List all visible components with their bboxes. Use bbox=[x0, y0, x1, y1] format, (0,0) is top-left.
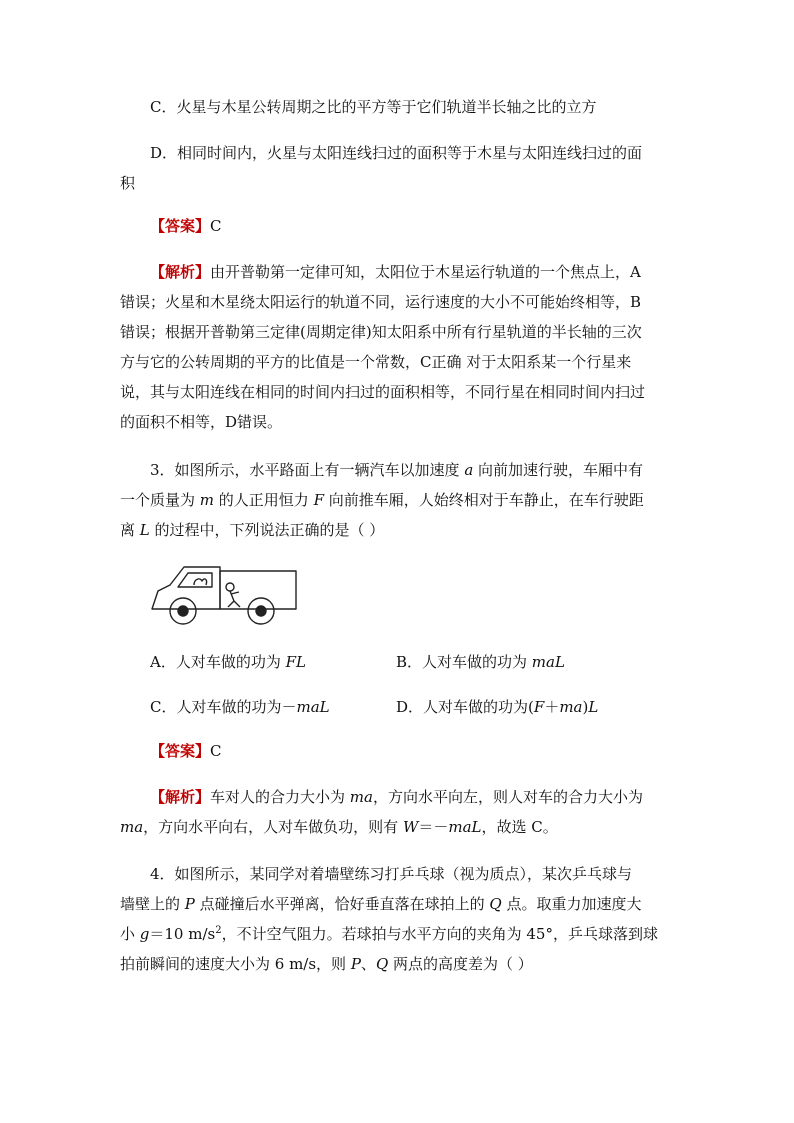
q3-stem-line1 bbox=[150, 460, 680, 480]
answer-value: C bbox=[210, 742, 222, 760]
text: 车对人的合力大小为 bbox=[210, 788, 350, 806]
text: 两点的高度差为（ ） bbox=[388, 955, 533, 973]
q3-option-d bbox=[396, 697, 598, 717]
text: C．人对车做的功为－ bbox=[150, 698, 297, 716]
text: 的人正用恒力 bbox=[214, 491, 314, 509]
q2-explain-line3: 错误；根据开普勒第三定律(周期定律)知太阳系中所有行星轨道的半长轴的三次 bbox=[120, 323, 642, 341]
symbol-l: L bbox=[139, 521, 150, 539]
q2-option-c: C．火星与木星公转周期之比的平方等于它们轨道半长轴之比的立方 bbox=[150, 98, 597, 116]
text: 墙壁上的 bbox=[120, 895, 185, 913]
q2-explain-line6: 的面积不相等，D错误。 bbox=[120, 413, 283, 431]
text: 向前推车厢，人始终相对于车静止，在车行驶距 bbox=[323, 491, 644, 509]
front-wheel-hub bbox=[178, 606, 188, 616]
text: 的过程中，下列说法正确的是（ ） bbox=[149, 521, 385, 539]
text: 一个质量为 bbox=[120, 491, 200, 509]
text: ，不计空气阻力。若球拍与水平方向的夹角为 45°，乒乓球落到球 bbox=[221, 925, 658, 943]
q2-explain-line1 bbox=[150, 262, 680, 282]
text: A．人对车做的功为 bbox=[150, 653, 286, 671]
explain-tag: 【解析】 bbox=[150, 788, 211, 806]
expr: L bbox=[588, 698, 599, 716]
q4-stem-line4 bbox=[120, 954, 680, 974]
symbol-q: Q bbox=[375, 955, 389, 973]
q2-option-d-line1: D．相同时间内，火星与太阳连线扫过的面积等于木星与太阳连线扫过的面 bbox=[150, 144, 643, 162]
symbol-m: m bbox=[199, 491, 215, 509]
text: 、 bbox=[360, 955, 376, 973]
q2-explain-line4: 方与它的公转周期的平方的比值是一个常数，C正确 对于太阳系某一个行星来 bbox=[120, 353, 632, 371]
text: ，方向水平向左，则人对车的合力大小为 bbox=[372, 788, 643, 806]
expr: ma bbox=[559, 698, 583, 716]
superscript: 2 bbox=[215, 925, 222, 936]
q3-option-b bbox=[396, 652, 565, 672]
q4-stem-line3 bbox=[120, 924, 680, 944]
expr: ma bbox=[349, 788, 373, 806]
q3-stem-line2 bbox=[120, 490, 680, 510]
person-body bbox=[228, 591, 240, 607]
symbol-p: P bbox=[184, 895, 195, 913]
expr: F bbox=[533, 698, 545, 716]
answer-tag: 【答案】 bbox=[150, 742, 211, 760]
symbol-q: Q bbox=[489, 895, 502, 913]
expr: maL bbox=[296, 698, 330, 716]
expr: FL bbox=[285, 653, 306, 671]
person-head bbox=[226, 583, 234, 591]
expr: maL bbox=[531, 653, 565, 671]
symbol-g: g bbox=[139, 925, 150, 943]
q2-answer bbox=[150, 216, 680, 236]
symbol-f: F bbox=[313, 491, 324, 509]
explain-tag: 【解析】 bbox=[150, 263, 211, 281]
driver-icon bbox=[194, 579, 207, 585]
text: ，方向水平向右，人对车做负功，则有 bbox=[143, 818, 403, 836]
q3-explain-line1 bbox=[150, 787, 680, 807]
text: ) bbox=[582, 698, 589, 716]
q3-explain-line2 bbox=[120, 817, 680, 837]
text: ，故选 C。 bbox=[481, 818, 558, 836]
text: 点碰撞后水平弹离，恰好垂直落在球拍上的 bbox=[194, 895, 490, 913]
answer-tag: 【答案】 bbox=[150, 217, 211, 235]
symbol-a: a bbox=[464, 461, 474, 479]
expr: maL bbox=[448, 818, 482, 836]
q3-option-a bbox=[150, 652, 306, 672]
symbol-p: P bbox=[350, 955, 361, 973]
explain-text: 由开普勒第一定律可知，太阳位于木星运行轨道的一个焦点上，A bbox=[210, 263, 641, 281]
q3-option-c bbox=[150, 697, 330, 717]
text: B．人对车做的功为 bbox=[396, 653, 532, 671]
text: 拍前瞬间的速度大小为 6 m/s，则 bbox=[120, 955, 351, 973]
text: 向前加速行驶，车厢中有 bbox=[473, 461, 644, 479]
q2-explain-line5: 说，其与太阳连线在相同的时间内扫过的面积相等，不同行星在相同时间内扫过 bbox=[120, 383, 646, 401]
q3-stem-line3 bbox=[120, 520, 680, 540]
q4-stem-line1: 4．如图所示，某同学对着墙壁练习打乒乓球（视为质点），某次乒乓球与 bbox=[150, 865, 633, 883]
rear-wheel-hub bbox=[256, 606, 266, 616]
text: 3．如图所示，水平路面上有一辆汽车以加速度 bbox=[150, 461, 465, 479]
text: ＝－ bbox=[418, 818, 449, 836]
text: ＋ bbox=[544, 698, 560, 716]
q2-explain-line2: 错误；火星和木星绕太阳运行的轨道不同，运行速度的大小不可能始终相等，B bbox=[120, 293, 642, 311]
expr: ma bbox=[120, 818, 144, 836]
text: D．人对车做的功为( bbox=[396, 698, 534, 716]
text: 离 bbox=[120, 521, 140, 539]
expr: W bbox=[402, 818, 419, 836]
q2-option-d-line2: 积 bbox=[120, 174, 136, 192]
q3-answer bbox=[150, 741, 680, 761]
text: ＝10 m/s bbox=[149, 925, 216, 943]
q4-stem-line2 bbox=[120, 894, 680, 914]
answer-value: C bbox=[210, 217, 222, 235]
text: 点。取重力加速度大 bbox=[501, 895, 642, 913]
truck-figure bbox=[150, 563, 300, 633]
text: 小 bbox=[120, 925, 140, 943]
